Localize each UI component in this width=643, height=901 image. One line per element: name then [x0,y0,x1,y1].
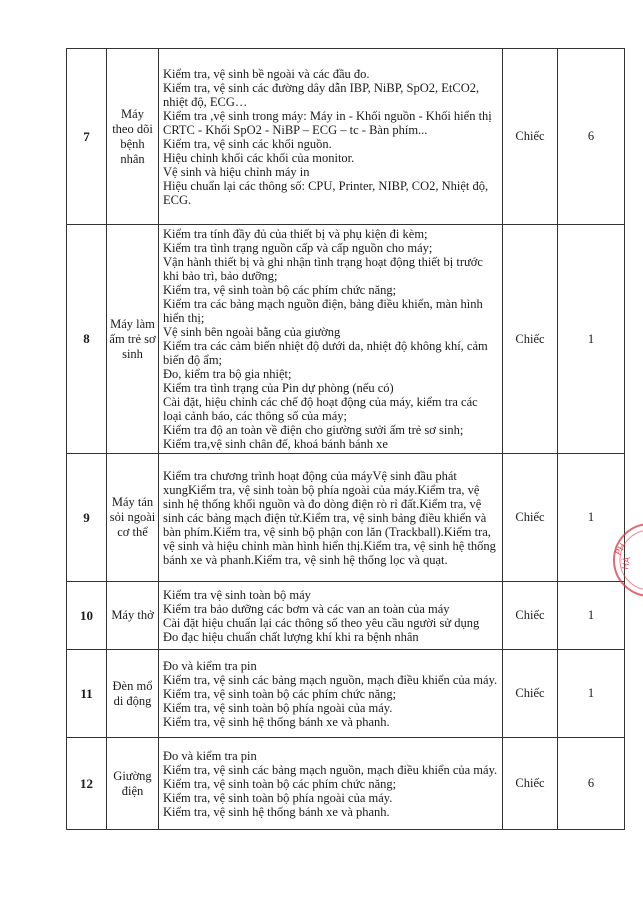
description-line: Kiểm tra, vệ sinh toàn bộ phía ngoài của máy. [163,700,393,715]
row-number: 9 [67,454,107,582]
row-number: 11 [67,650,107,738]
device-name: Máy theo dõi bệnh nhân [107,49,159,225]
maintenance-table [66,48,625,830]
description-line: Hiệu chuẩn lại các thông số: CPU, Printer, NIBP, CO2, Nhiệt độ, ECG. [163,178,489,207]
description-line: Kiểm tra, vệ sinh toàn bộ các phím chức năng; [163,686,397,701]
maintenance-description [159,738,503,830]
description-line: Hiệu chỉnh khối các khối của monitor. [163,150,355,165]
svg-text:HÀ: HÀ [621,556,634,571]
description-line: Vệ sinh và hiệu chỉnh máy in [163,164,310,179]
description-line: Kiểm tra, vệ sinh hệ thống bánh xe và phanh. [163,804,390,819]
description-line: Kiểm tra, vệ sinh các đường dây dẫn IBP, NiBP, SpO2, EtCO2, nhiệt độ, ECG… [163,80,480,109]
table-row [67,650,625,738]
description-line: Kiểm tra độ an toàn về điện cho giường sưởi ấm trẻ sơ sinh; [163,423,464,437]
description-line: Vận hành thiết bị và ghi nhận tình trạng hoạt động thiết bị trước khi bảo trì, bảo dưỡng; [163,255,483,283]
maintenance-description [159,49,503,225]
maintenance-description [159,582,503,650]
maintenance-description [159,225,503,454]
table-row [67,225,625,454]
unit-cell: Chiếc [503,225,558,454]
device-name: Máy tán sỏi ngoài cơ thể [107,454,159,582]
device-name: Đèn mổ di động [107,650,159,738]
description-line: Kiểm tra,vệ sinh chân đế, khoá bánh bánh xe [163,437,388,451]
table-row [67,738,625,830]
description-line: Đo, kiểm tra bộ gia nhiệt; [163,367,292,381]
svg-text:PH: PH [613,541,629,558]
description-line: Đo và kiểm tra pin [163,748,257,763]
unit-cell: Chiếc [503,582,558,650]
description-line: Kiểm tra, vệ sinh toàn bộ phía ngoài của máy. [163,790,393,805]
row-number: 12 [67,738,107,830]
description-line: Kiểm tra, vệ sinh toàn bộ các phím chức năng; [163,283,397,297]
description-line: Cài đặt, hiệu chỉnh các chế độ hoạt động của máy, kiểm tra các loại cảnh báo, các thông số của máy; [163,395,478,423]
description-line: Kiểm tra chương trình hoạt động của máyVệ sinh đầu phát xungKiểm tra, vệ sinh toàn bộ phía ngoài của máy.Kiểm tra, vệ sinh hệ thống khối nguồn và đo dòng điện rò rỉ đất.Kiểm tra, vệ sinh các bảng mạch điện tử.Kiểm tra, vệ sinh bảng điều khiển và bàn phím.Kiểm tra, vệ sinh bộ phận con lăn (Trackball).Kiểm tra, vệ sinh và hiệu chỉnh màn hình hiển thị.Kiểm tra, vệ sinh hệ thống bánh xe và phanh.Kiểm tra, vệ sinh hệ thống lọc và quạt. [163,468,496,567]
description-line: Kiểm tra tình trạng nguồn cấp và cấp nguồn cho máy; [163,241,433,255]
description-line: Kiểm tra, vệ sinh hệ thống bánh xe và phanh. [163,714,390,729]
table-row [67,582,625,650]
unit-cell: Chiếc [503,650,558,738]
description-line: Kiểm tra tính đầy đủ của thiết bị và phụ kiện đi kèm; [163,227,428,241]
description-line: Kiểm tra, vệ sinh bề ngoài và các đầu đo. [163,66,370,81]
maintenance-description [159,454,503,582]
quantity-cell: 6 [558,49,625,225]
description-line: Kiểm tra, vệ sinh các bảng mạch nguồn, mạch điều khiển của máy. [163,762,498,777]
row-number: 10 [67,582,107,650]
description-line: Kiểm tra vệ sinh toàn bộ máy [163,587,311,602]
description-line: Kiểm tra, vệ sinh các khối nguồn. [163,136,332,151]
description-line: Kiểm tra các bảng mạch nguồn điện, bảng điều khiển, màn hình hiển thị; [163,297,483,325]
quantity-cell: 1 [558,582,625,650]
description-line: Kiểm tra tình trạng của Pin dự phòng (nếu có) [163,381,394,395]
unit-cell: Chiếc [503,49,558,225]
unit-cell: Chiếc [503,454,558,582]
row-number: 7 [67,49,107,225]
table-row [67,49,625,225]
table-row [67,454,625,582]
description-line: Kiểm tra, vệ sinh toàn bộ các phím chức năng; [163,776,397,791]
description-line: Vệ sinh bên ngoài bằng của giường [163,325,341,339]
quantity-cell: 1 [558,454,625,582]
quantity-cell: 6 [558,738,625,830]
quantity-cell: 1 [558,225,625,454]
description-line: Kiểm tra bảo dưỡng các bơm và các van an toàn của máy [163,601,450,616]
device-name: Máy thở [107,582,159,650]
description-line: Đo đạc hiệu chuẩn chất lượng khí khi ra bệnh nhân [163,629,419,644]
description-line: Cài đặt hiệu chuẩn lại các thông số theo yêu cầu người sử dụng [163,615,480,630]
device-name: Máy làm ấm trẻ sơ sinh [107,225,159,454]
quantity-cell: 1 [558,650,625,738]
description-line: Đo và kiểm tra pin [163,658,257,673]
description-line: Kiểm tra các cảm biến nhiệt độ dưới da, nhiệt độ không khí, cảm biến độ ẩm; [163,339,488,367]
description-line: Kiểm tra, vệ sinh các bảng mạch nguồn, mạch điều khiển của máy. [163,672,498,687]
row-number: 8 [67,225,107,454]
unit-cell: Chiếc [503,738,558,830]
maintenance-description [159,650,503,738]
red-seal-stamp [606,520,643,600]
description-line: Kiểm tra ,vệ sinh trong máy: Máy in - Khối nguồn - Khối hiển thị CRTC - Khối SpO2 - NiBP – ECG – tc - Bàn phím... [163,108,492,137]
device-name: Giường điện [107,738,159,830]
